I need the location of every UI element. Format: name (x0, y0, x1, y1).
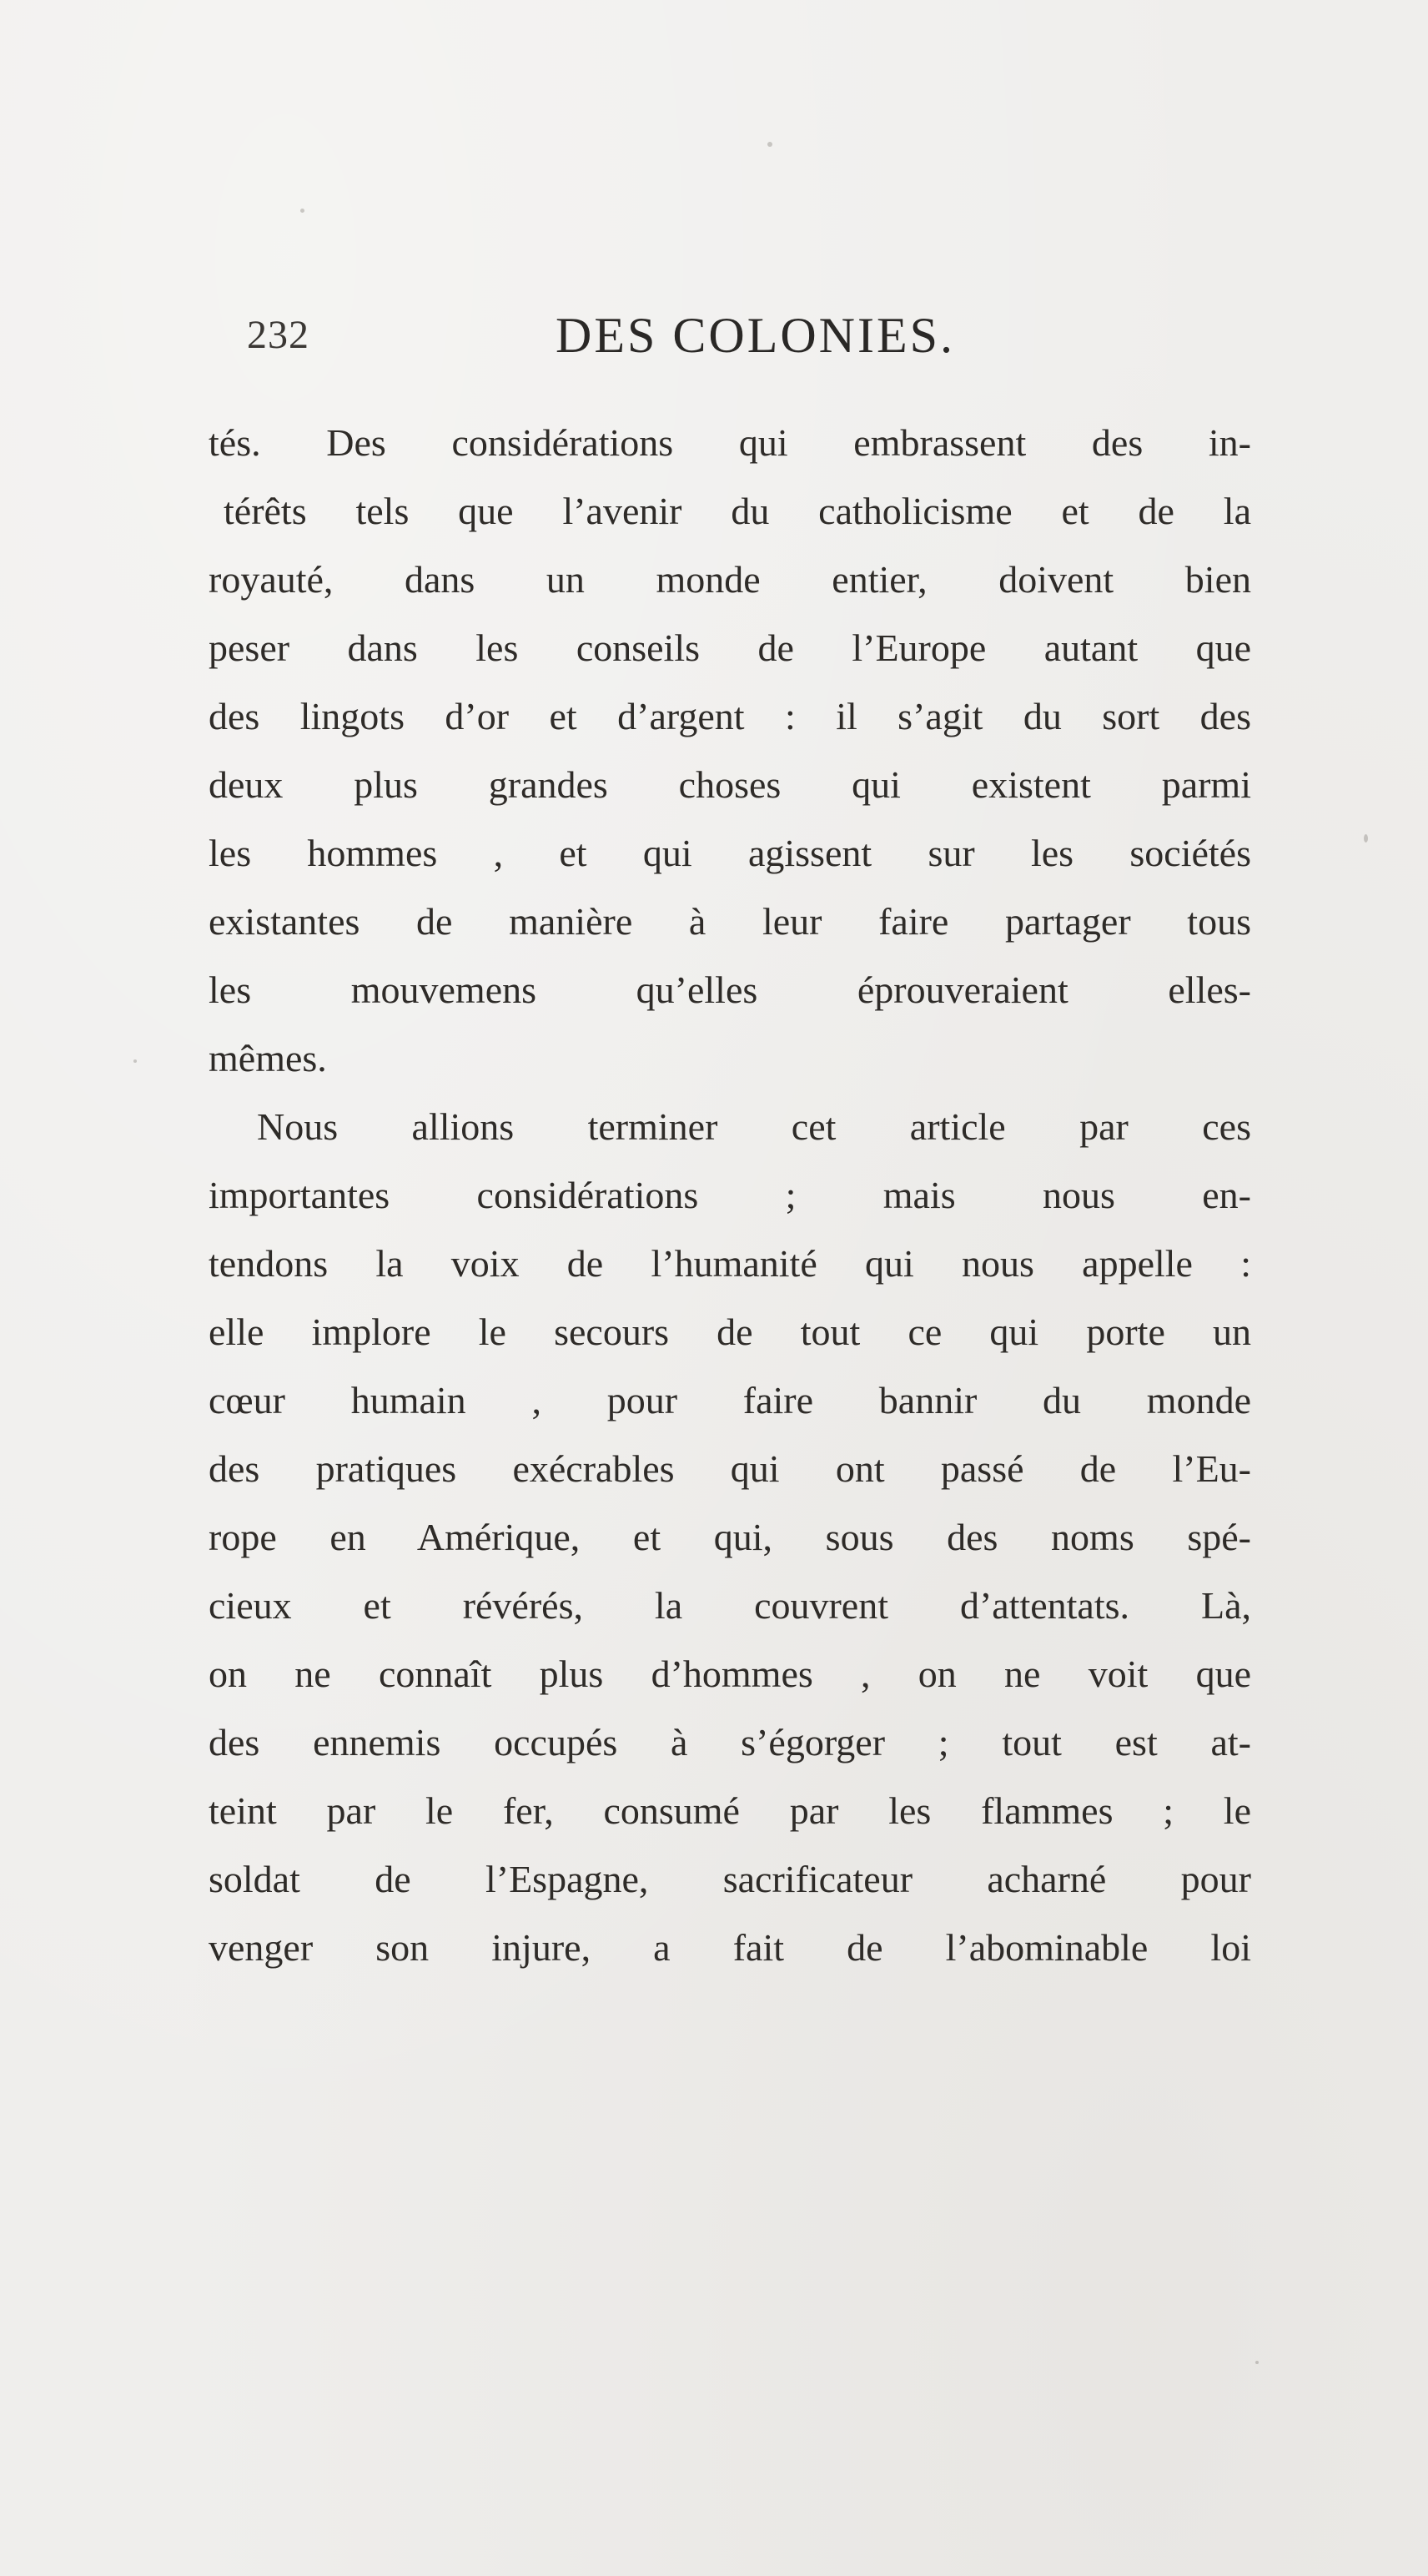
text-line: des ennemis occupés à s’égorger ; tout est at- (209, 1721, 1251, 1763)
text-line: elle implore le secours de tout ce qui porte un (209, 1311, 1251, 1353)
text-line: des pratiques exécrables qui ont passé de l’Eu- (209, 1447, 1251, 1490)
paper-speck (767, 142, 772, 147)
text-line: on ne connaît plus d’hommes , on ne voit que (209, 1653, 1251, 1695)
text-line: rope en Amérique, et qui, sous des noms spé- (209, 1516, 1251, 1558)
text-line: des lingots d’or et d’argent : il s’agit du sort des (209, 695, 1251, 737)
text-line: teint par le fer, consumé par les flammes ; le (209, 1789, 1251, 1832)
text-line: deux plus grandes choses qui existent parmi (209, 763, 1251, 806)
body-text (209, 409, 1251, 1982)
paper-speck (300, 209, 304, 213)
text-line: térêts tels que l’avenir du catholicisme et de la (224, 490, 1251, 532)
text-line: tendons la voix de l’humanité qui nous appelle : (209, 1242, 1251, 1285)
paper-speck (133, 1059, 137, 1063)
text-line: cieux et révérés, la couvrent d’attentats. Là, (209, 1584, 1251, 1627)
text-line: peser dans les conseils de l’Europe autant que (209, 626, 1251, 669)
text-line: mêmes. (209, 1037, 327, 1079)
text-line: soldat de l’Espagne, sacrificateur acharné pour (209, 1858, 1251, 1900)
text-line: les mouvemens qu’elles éprouveraient elles- (209, 969, 1251, 1011)
text-line: royauté, dans un monde entier, doivent bien (209, 558, 1251, 601)
paper-speck (1364, 834, 1368, 843)
page-header (247, 307, 1081, 365)
text-line: cœur humain , pour faire bannir du monde (209, 1379, 1251, 1421)
text-line: tés. Des considérations qui embrassent des in- (209, 421, 1251, 464)
text-line: importantes considérations ; mais nous en- (209, 1174, 1251, 1216)
text-line: les hommes , et qui agissent sur les sociétés (209, 832, 1251, 874)
page-number: 232 (247, 313, 309, 357)
running-title: DES COLONIES. (556, 308, 956, 363)
paragraph-first-line: Nous allions terminer cet article par ces (257, 1105, 1251, 1148)
text-line: existantes de manière à leur faire partager tous (209, 900, 1251, 943)
text-line: venger son injure, a fait de l’abominable loi (209, 1926, 1251, 1969)
paper-speck (1255, 2361, 1259, 2364)
